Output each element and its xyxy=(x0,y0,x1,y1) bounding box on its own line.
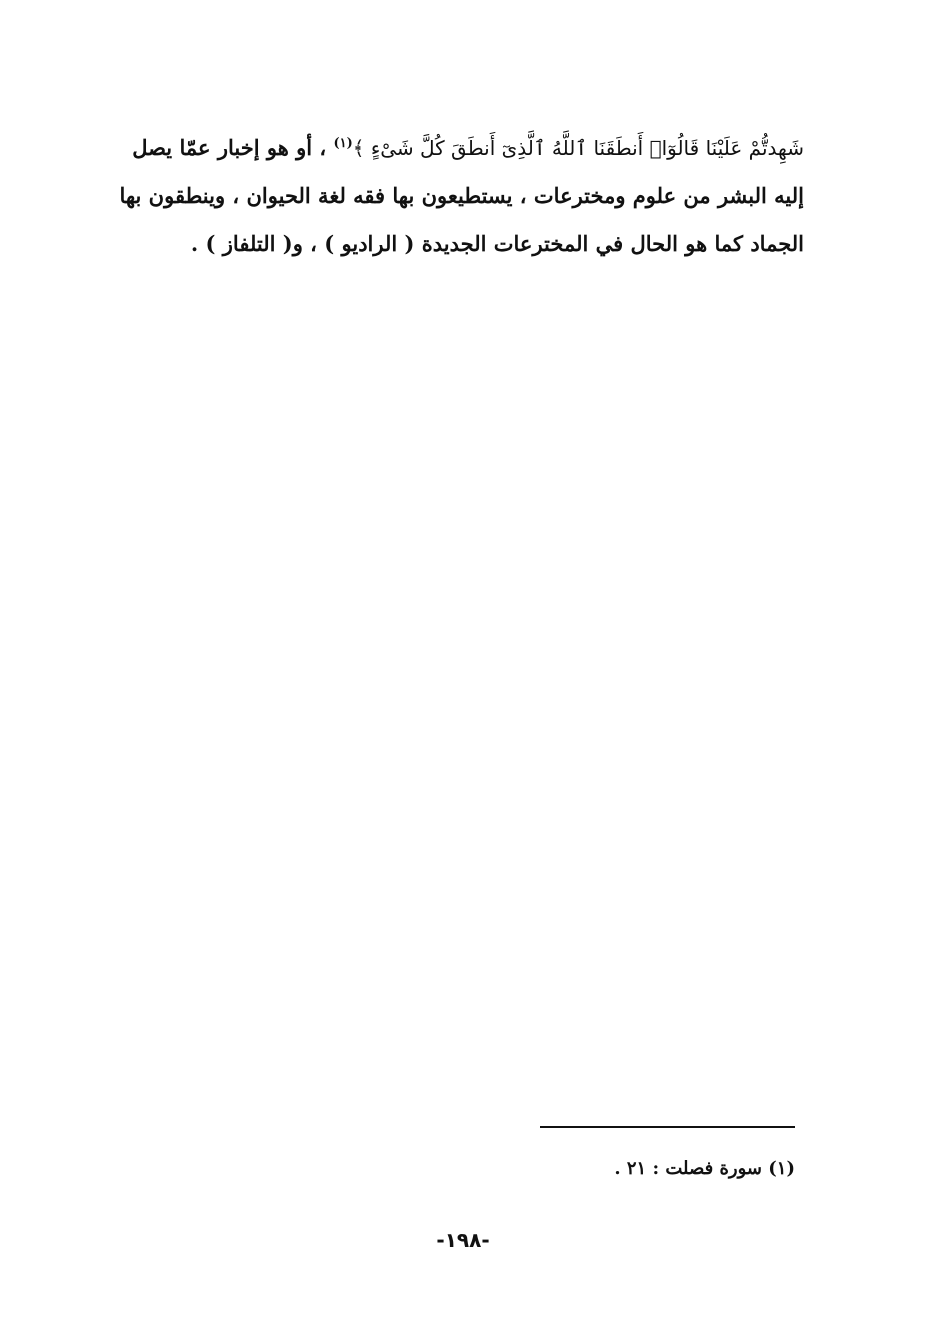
body-line-1 xyxy=(112,124,804,172)
body-line-1-text: ، أو هو إخبار عمّا يصل xyxy=(132,135,327,160)
body-line-2: إليه البشر من علوم ومخترعات ، يستطيعون بها فقه لغة الحيوان ، وينطقون بها xyxy=(119,183,804,208)
body-paragraph xyxy=(112,124,804,268)
quran-quote: شَهِدتُّمْ عَلَيْنَا قَالُوٓا۟ أَنطَقَنَا ٱللَّهُ ٱلَّذِىٓ أَنطَقَ كُلَّ شَىْءٍ ﴾ xyxy=(352,136,804,160)
footnote-divider xyxy=(540,1126,795,1128)
body-line-3: الجماد كما هو الحال في المخترعات الجديدة ( الراديو ) ، و( التلفاز ) . xyxy=(190,231,804,256)
page-number: -١٩٨- xyxy=(436,1228,490,1252)
footnote-reference[interactable]: (١) xyxy=(333,136,353,151)
footnote-text: (١) سورة فصلت : ٢١ . xyxy=(614,1158,795,1179)
